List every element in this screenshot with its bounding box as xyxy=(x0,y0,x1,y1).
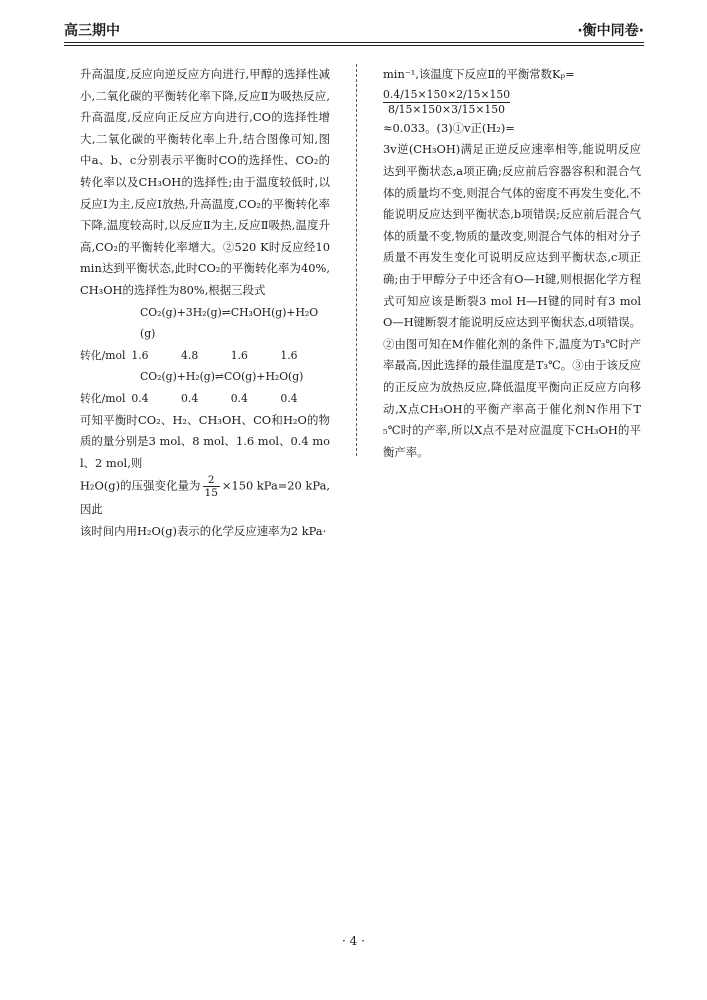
row-value: 1.6 xyxy=(280,348,298,362)
equilibrium-constant-expression xyxy=(383,86,641,140)
pressure-text-b: ×150 kPa=20 kPa,因此 xyxy=(80,478,330,517)
right-column xyxy=(383,64,641,463)
page-number: · 4 · xyxy=(342,934,365,948)
conversion-row-1 xyxy=(80,345,330,367)
kp-result: ≈0.033。(3)①v正(H₂)= xyxy=(383,120,515,135)
left-paragraph-3 xyxy=(80,474,330,521)
page-header xyxy=(64,18,644,40)
row-value: 1.6 xyxy=(230,348,248,362)
row-value: 0.4 xyxy=(280,391,298,405)
fraction xyxy=(203,474,220,499)
row-label: 转化/mol xyxy=(80,348,126,362)
kp-denominator: 8/15×150×3/15×150 xyxy=(388,102,505,116)
fraction-denominator: 15 xyxy=(204,487,218,500)
column-divider xyxy=(356,64,357,456)
kp-fraction xyxy=(383,88,510,116)
row-value: 0.4 xyxy=(230,391,248,405)
header-rule-thin xyxy=(64,45,644,46)
left-column xyxy=(80,64,330,542)
fraction-numerator: 2 xyxy=(203,474,220,487)
right-paragraph-1: min⁻¹,该温度下反应Ⅱ的平衡常数Kₚ= xyxy=(383,67,575,81)
header-right-title: ·衡中同卷· xyxy=(577,23,644,39)
kp-numerator: 0.4/15×150×2/15×150 xyxy=(383,87,511,101)
row-value: 0.4 xyxy=(181,391,199,405)
right-paragraph-3: 3v逆(CH₃OH)满足正逆反应速率相等,能说明反应达到平衡状态,a项正确;反应前后容器容积和混合气体的质量均不变,则混合气体的密度不再发生变化,不能说明反应达到平衡状态,b项错误;反应前后混合气体的质量不变,物质的量改变,则混合气体的相对分子质量不再发生变化可说明反应达到平衡状态,c项正确;由于甲醇分子中还含有O—H键,则根据化学方程式可知应该是断裂3 mol H—H键的同时有3 mol O—H键断裂才能说明反应达到平衡状态,d项错误。②由图可知在M作催化剂的条件下,温度为T₃℃时产率最高,因此选择的最佳温度是T₃℃。③由于该反应的正反应为放热反应,降低温度平衡向正反应方向移动,X点CH₃OH的平衡产率高于催化剂N作用下T₅℃时的产率,所以X点不是对应温度下CH₃OH的平衡产率。 xyxy=(383,142,641,459)
left-paragraph-4: 该时间内用H₂O(g)表示的化学反应速率为2 kPa· xyxy=(80,523,327,538)
left-paragraph-1: 升高温度,反应向逆反应方向进行,甲醇的选择性减小,二氧化碳的平衡转化率下降,反应Ⅱ为吸热反应,升高温度,反应向正反应方向进行,CO的选择性增大,二氧化碳的平衡转化率上升,结合图像可知,图中a、b、c分别表示平衡时CO的选择性、CO₂的转化率以及CH₃OH的选择性;由于温度较低时,以反应Ⅰ为主,反应Ⅰ放热,升高温度,CO₂的平衡转化率下降,温度较高时,以反应Ⅱ为主,反应Ⅱ吸热,温度升高,CO₂的平衡转化率增大。②520 K时反应经10 min达到平衡状态,此时CO₂的平衡转化率为40%,CH₃OH的选择性为80%,根据三段式 xyxy=(80,67,330,297)
header-left-title: 高三期中 xyxy=(64,23,120,39)
header-rule-thick xyxy=(64,42,644,43)
equation-1: CO₂(g)+3H₂(g)⇌CH₃OH(g)+H₂O(g) xyxy=(140,305,319,341)
row-label: 转化/mol xyxy=(80,391,126,405)
row-value: 0.4 xyxy=(131,391,149,405)
row-value: 1.6 xyxy=(131,348,149,362)
equation-2: CO₂(g)+H₂(g)⇌CO(g)+H₂O(g) xyxy=(140,370,304,384)
row-value: 4.8 xyxy=(181,348,199,362)
left-paragraph-2: 可知平衡时CO₂、H₂、CH₃OH、CO和H₂O的物质的量分别是3 mol、8 mol、1.6 mol、0.4 mol、2 mol,则 xyxy=(80,412,330,470)
pressure-text-a: H₂O(g)的压强变化量为 xyxy=(80,478,201,493)
conversion-row-2 xyxy=(80,388,330,410)
